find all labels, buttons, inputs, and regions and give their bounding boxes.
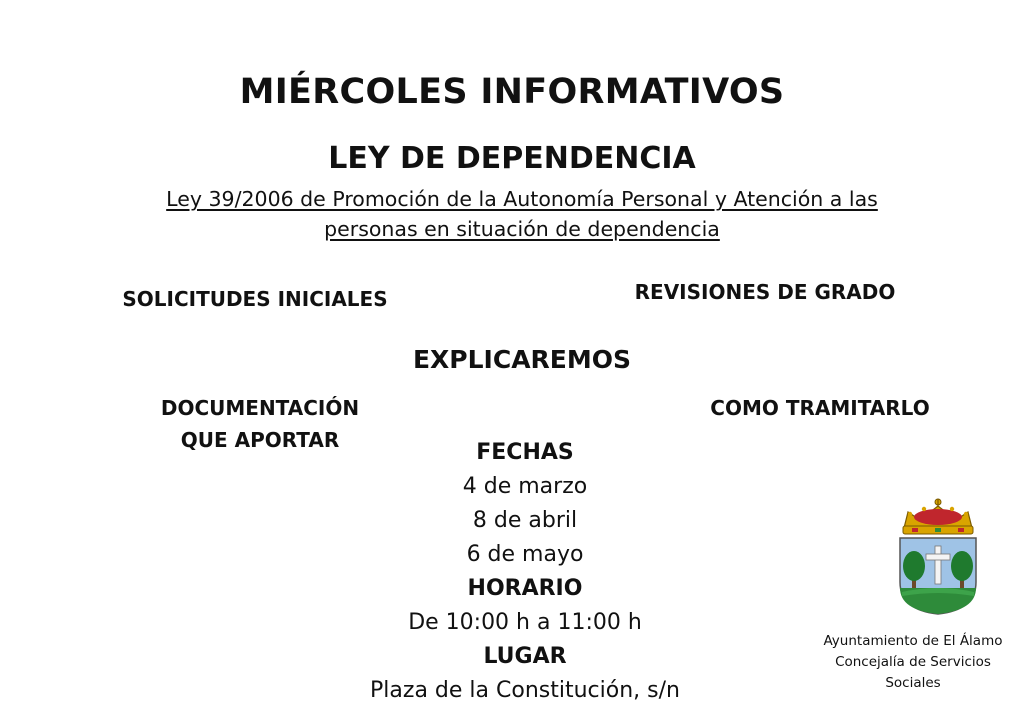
law-reference-line-2: personas en situación de dependencia bbox=[324, 217, 720, 241]
page-subtitle: LEY DE DEPENDENCIA bbox=[328, 141, 696, 176]
footer-line-2: Concejalía de Servicios bbox=[835, 654, 991, 670]
fecha-item: 8 de abril bbox=[472, 508, 578, 533]
page-title: MIÉRCOLES INFORMATIVOS bbox=[239, 72, 785, 112]
topic-revisiones-de-grado: REVISIONES DE GRADO bbox=[634, 280, 896, 304]
fecha-item: 6 de mayo bbox=[466, 542, 584, 567]
explain-como-tramitarlo: COMO TRAMITARLO bbox=[710, 396, 930, 420]
law-reference bbox=[150, 184, 894, 244]
fecha-item: 4 de marzo bbox=[462, 474, 588, 499]
shield-icon bbox=[900, 538, 976, 614]
lugar-value: Plaza de la Constitución, s/n bbox=[370, 678, 680, 703]
explicaremos-heading: EXPLICAREMOS bbox=[412, 345, 632, 374]
crown-icon bbox=[903, 499, 973, 534]
topic-solicitudes-iniciales: SOLICITUDES INICIALES bbox=[122, 287, 388, 311]
explain-documentacion-line-1: DOCUMENTACIÓN bbox=[160, 396, 360, 420]
lugar-label: LUGAR bbox=[483, 644, 567, 669]
footer-line-3: Sociales bbox=[885, 675, 941, 691]
law-reference-line-1: Ley 39/2006 de Promoción de la Autonomía Personal y Atención a las bbox=[166, 187, 878, 211]
footer-line-1: Ayuntamiento de El Álamo bbox=[823, 633, 1003, 649]
horario-label: HORARIO bbox=[467, 576, 583, 601]
explain-documentacion-line-2: QUE APORTAR bbox=[180, 428, 340, 452]
footer-institution bbox=[803, 631, 1023, 694]
horario-value: De 10:00 h a 11:00 h bbox=[408, 610, 642, 635]
schedule-block bbox=[340, 436, 710, 708]
fechas-label: FECHAS bbox=[476, 440, 574, 465]
municipal-coat-of-arms-logo bbox=[890, 496, 986, 616]
